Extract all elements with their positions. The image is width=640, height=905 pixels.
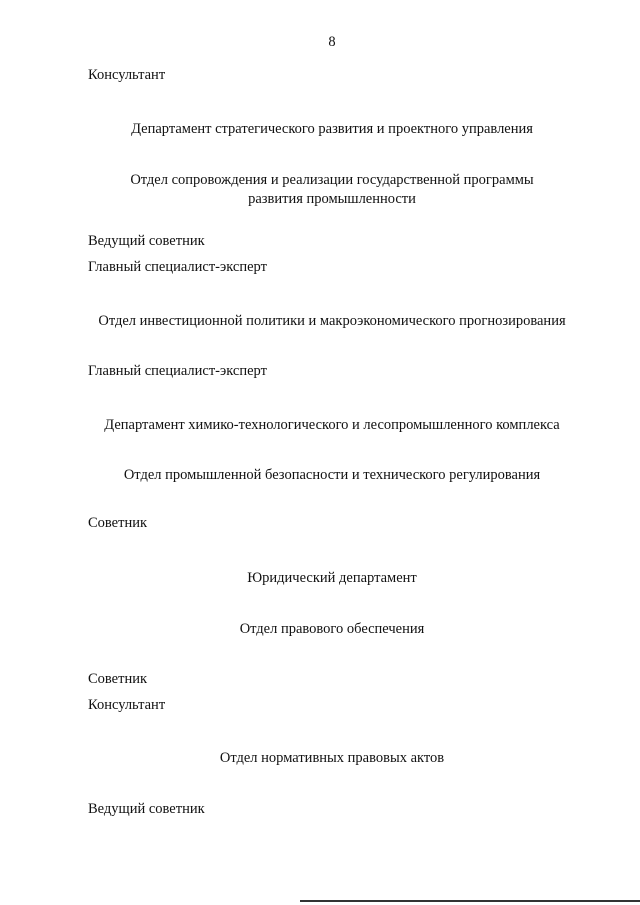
- division-heading: Отдел правового обеспечения: [239, 621, 425, 637]
- division-heading: Отдел нормативных правовых актов: [219, 750, 445, 766]
- scan-edge-line: [300, 900, 640, 902]
- department-heading: Департамент стратегического развития и проектного управления: [131, 121, 533, 137]
- department-heading: Департамент химико-технологического и лесопромышленного комплекса: [104, 417, 560, 433]
- position-title: Консультант: [88, 67, 166, 83]
- page-number: 8: [328, 34, 336, 50]
- division-heading: Отдел инвестиционной политики и макроэкономического прогнозирования: [98, 313, 566, 329]
- position-title: Советник: [88, 671, 148, 687]
- department-heading: Юридический департамент: [247, 570, 417, 586]
- position-title: Главный специалист-эксперт: [88, 363, 267, 379]
- division-heading: Отдел промышленной безопасности и технического регулирования: [123, 467, 541, 483]
- division-heading: Отдел сопровождения и реализации государственной программы: [130, 172, 534, 188]
- position-title: Консультант: [88, 697, 166, 713]
- position-title: Советник: [88, 515, 148, 531]
- position-title: Ведущий советник: [88, 233, 205, 249]
- position-title: Ведущий советник: [88, 801, 205, 817]
- division-heading-continued: развития промышленности: [248, 191, 416, 207]
- position-title: Главный специалист-эксперт: [88, 259, 267, 275]
